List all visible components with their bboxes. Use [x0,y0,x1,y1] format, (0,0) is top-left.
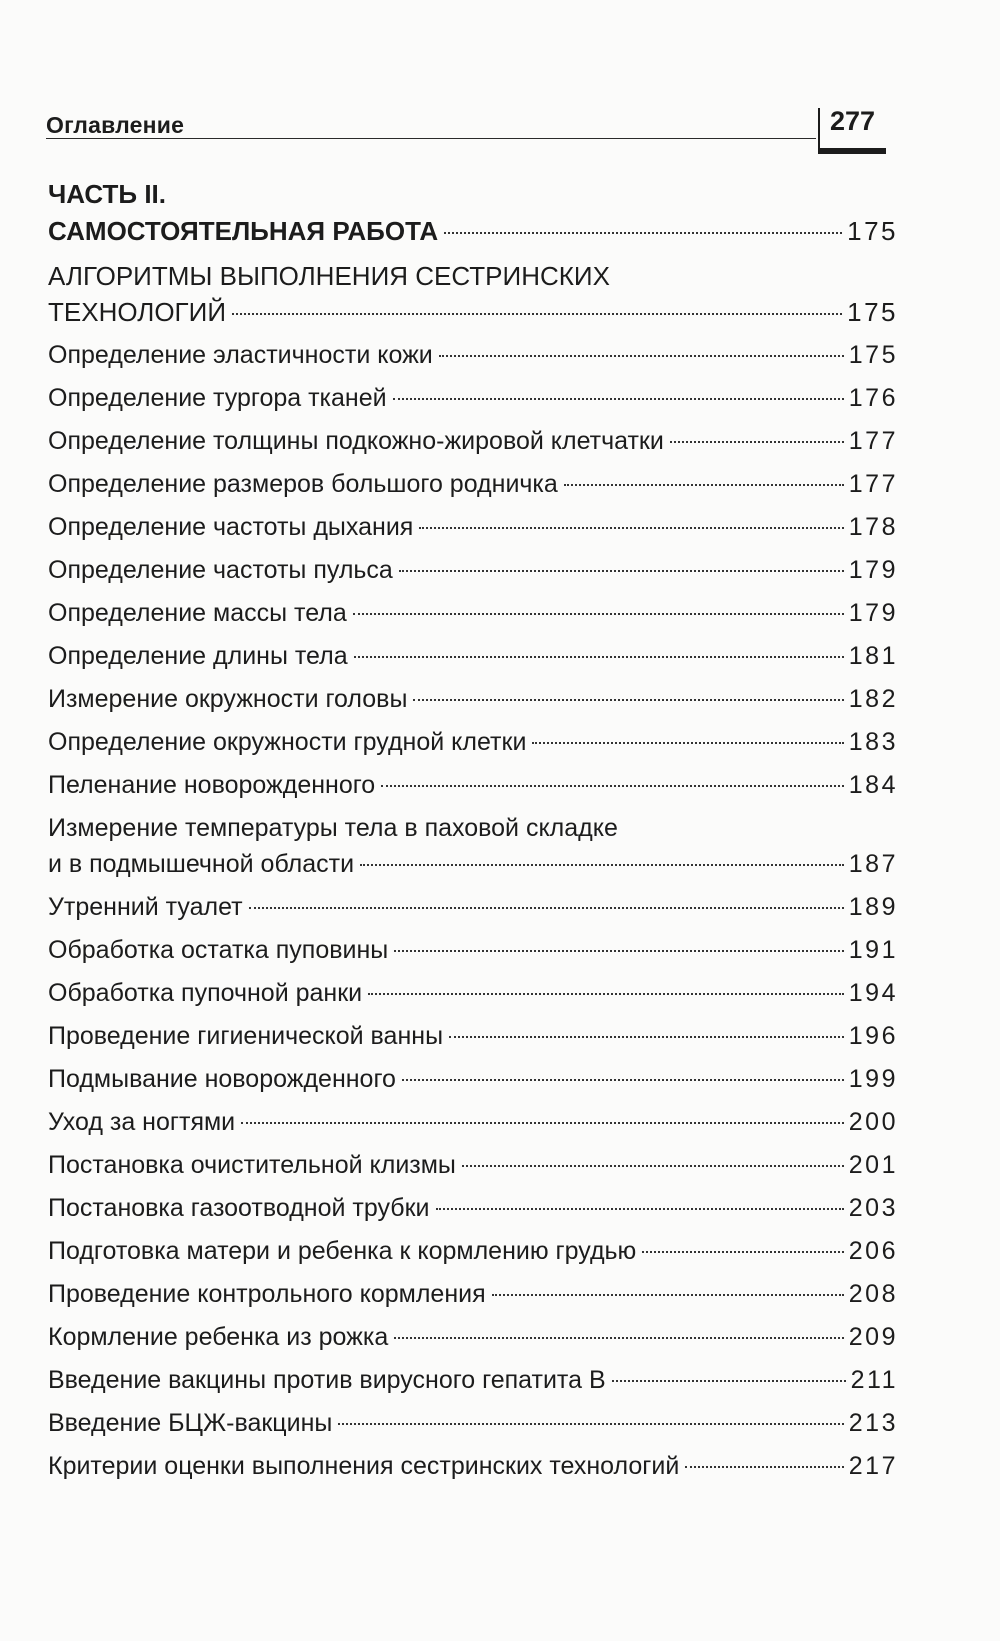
toc-page-number: 179 [848,556,898,584]
dot-leader [360,864,844,866]
toc-page-number: 175 [847,216,898,246]
dot-leader [393,398,844,400]
toc-part-title: САМОСТОЯТЕЛЬНАЯ РАБОТА [48,216,439,246]
toc-entry-title: Утренний туалет [48,893,243,921]
toc-page-number: 211 [850,1366,898,1394]
toc-entry[interactable] [48,466,898,502]
toc-entry[interactable] [48,932,898,968]
toc-page-number: 177 [848,427,898,455]
dot-leader [612,1380,846,1382]
toc-entry[interactable] [48,681,898,717]
toc-entry-title: Введение БЦЖ-вакцины [48,1409,333,1437]
dot-leader [449,1036,844,1038]
dot-leader [353,613,844,615]
toc-entry-title: Постановка очистительной клизмы [48,1151,456,1179]
toc-page-number: 199 [848,1065,898,1093]
dot-leader [338,1423,843,1425]
dot-leader [564,484,844,486]
toc-entry-title: Подготовка матери и ребенка к кормлению грудью [48,1237,637,1265]
toc-page-number: 191 [848,936,898,964]
toc-entry[interactable] [48,975,898,1011]
toc-entry-title: Измерение окружности головы [48,685,408,713]
toc-entry[interactable] [48,1276,898,1312]
dot-leader [394,1337,843,1339]
toc-entry-title: Определение эластичности кожи [48,341,433,369]
dot-leader [436,1208,844,1210]
toc-entry[interactable] [48,889,898,925]
toc-page-number: 184 [848,771,898,799]
toc-page-number: 177 [848,470,898,498]
toc-entry[interactable] [48,638,898,674]
toc-page-number: 208 [848,1280,898,1308]
toc-entry[interactable] [48,1233,898,1269]
dot-leader [354,656,844,658]
toc-page-number: 187 [848,850,898,878]
toc-entry[interactable] [48,1018,898,1054]
dot-leader [439,355,844,357]
toc-section-title-line1: АЛГОРИТМЫ ВЫПОЛНЕНИЯ СЕСТРИНСКИХ [48,261,610,291]
toc-entry[interactable] [48,767,898,803]
toc-page-number: 200 [848,1108,898,1136]
toc-entry[interactable] [48,423,898,459]
toc-entry[interactable] [48,1147,898,1183]
toc-page-number: 181 [848,642,898,670]
dot-leader [232,313,842,315]
toc-page-number: 175 [848,341,898,369]
toc-entry[interactable] [48,810,898,882]
page-number: 277 [830,106,876,136]
toc-entry[interactable] [48,1362,898,1398]
toc-page-number: 179 [848,599,898,627]
toc-entry-title: Определение толщины подкожно-жировой клетчатки [48,427,664,455]
toc-page-number: 176 [848,384,898,412]
dot-leader [399,570,844,572]
toc-entry-title: Проведение гигиенической ванны [48,1022,444,1050]
toc-entry-title: Определение тургора тканей [48,384,387,412]
toc-entry[interactable] [48,337,898,373]
toc-entry-title: Определение массы тела [48,599,347,627]
toc-entry-title: Критерии оценки выполнения сестринских технологий [48,1452,680,1480]
dot-leader [419,527,843,529]
toc-part-label: ЧАСТЬ II. [48,179,166,209]
toc-page-number: 217 [848,1452,898,1480]
toc-entry[interactable] [48,1319,898,1355]
toc-entry[interactable] [48,1104,898,1140]
toc-section-title-line2: ТЕХНОЛОГИЙ [48,297,227,327]
dot-leader [402,1079,844,1081]
toc-entry[interactable] [48,1061,898,1097]
toc-entry-title-line1: Измерение температуры тела в паховой складке [48,814,618,842]
toc-entry-title: Пеленание новорожденного [48,771,376,799]
toc-entry-title: Определение частоты дыхания [48,513,414,541]
running-head [46,108,886,158]
dot-leader [394,950,844,952]
toc-entry-title: Определение длины тела [48,642,348,670]
page-number-box [818,108,886,154]
toc-entry[interactable] [48,1405,898,1441]
toc-items-list [48,337,898,1484]
toc-page-number: 206 [848,1237,898,1265]
toc-entry-title: Уход за ногтями [48,1108,236,1136]
dot-leader [685,1466,843,1468]
toc-entry[interactable] [48,1190,898,1226]
dot-leader [462,1165,844,1167]
toc-entry-title: Обработка остатка пуповины [48,936,389,964]
dot-leader [249,907,844,909]
toc-page-number: 189 [848,893,898,921]
toc-entry-title: и в подмышечной области [48,850,355,878]
toc-entry-title: Подмывание новорожденного [48,1065,396,1093]
dot-leader [492,1294,844,1296]
toc-entry-title: Определение окружности грудной клетки [48,728,527,756]
toc-entry-title: Проведение контрольного кормления [48,1280,486,1308]
toc-entry-title: Определение размеров большого родничка [48,470,558,498]
toc-page-number: 183 [848,728,898,756]
toc-page-number: 196 [848,1022,898,1050]
dot-leader [532,742,843,744]
toc-entry[interactable] [48,380,898,416]
toc-part-entry[interactable] [48,176,898,250]
dot-leader [381,785,844,787]
toc-page-number: 203 [848,1194,898,1222]
toc-entry[interactable] [48,595,898,631]
toc-entry[interactable] [48,724,898,760]
header-rule [46,138,816,139]
toc-entry[interactable] [48,1448,898,1484]
toc-entry-title: Введение вакцины против вирусного гепатита В [48,1366,606,1394]
dot-leader [642,1251,843,1253]
toc-page-number: 175 [847,297,898,327]
toc-entry[interactable] [48,509,898,545]
toc-page-number: 194 [848,979,898,1007]
dot-leader [241,1122,844,1124]
dot-leader [444,232,842,234]
dot-leader [670,441,844,443]
toc-entry[interactable] [48,552,898,588]
toc-entry-title: Определение частоты пульса [48,556,393,584]
toc-page-number: 178 [848,513,898,541]
toc-entry-title: Кормление ребенка из рожка [48,1323,389,1351]
toc-entry-title: Постановка газоотводной трубки [48,1194,430,1222]
dot-leader [368,993,844,995]
table-of-contents [48,176,898,1484]
toc-page-number: 182 [848,685,898,713]
toc-page-number: 201 [848,1151,898,1179]
dot-leader [413,699,843,701]
running-title: Оглавление [46,112,185,138]
toc-entry-title: Обработка пупочной ранки [48,979,363,1007]
toc-page-number: 213 [848,1409,898,1437]
toc-section-entry[interactable] [48,258,898,330]
toc-page-number: 209 [848,1323,898,1351]
